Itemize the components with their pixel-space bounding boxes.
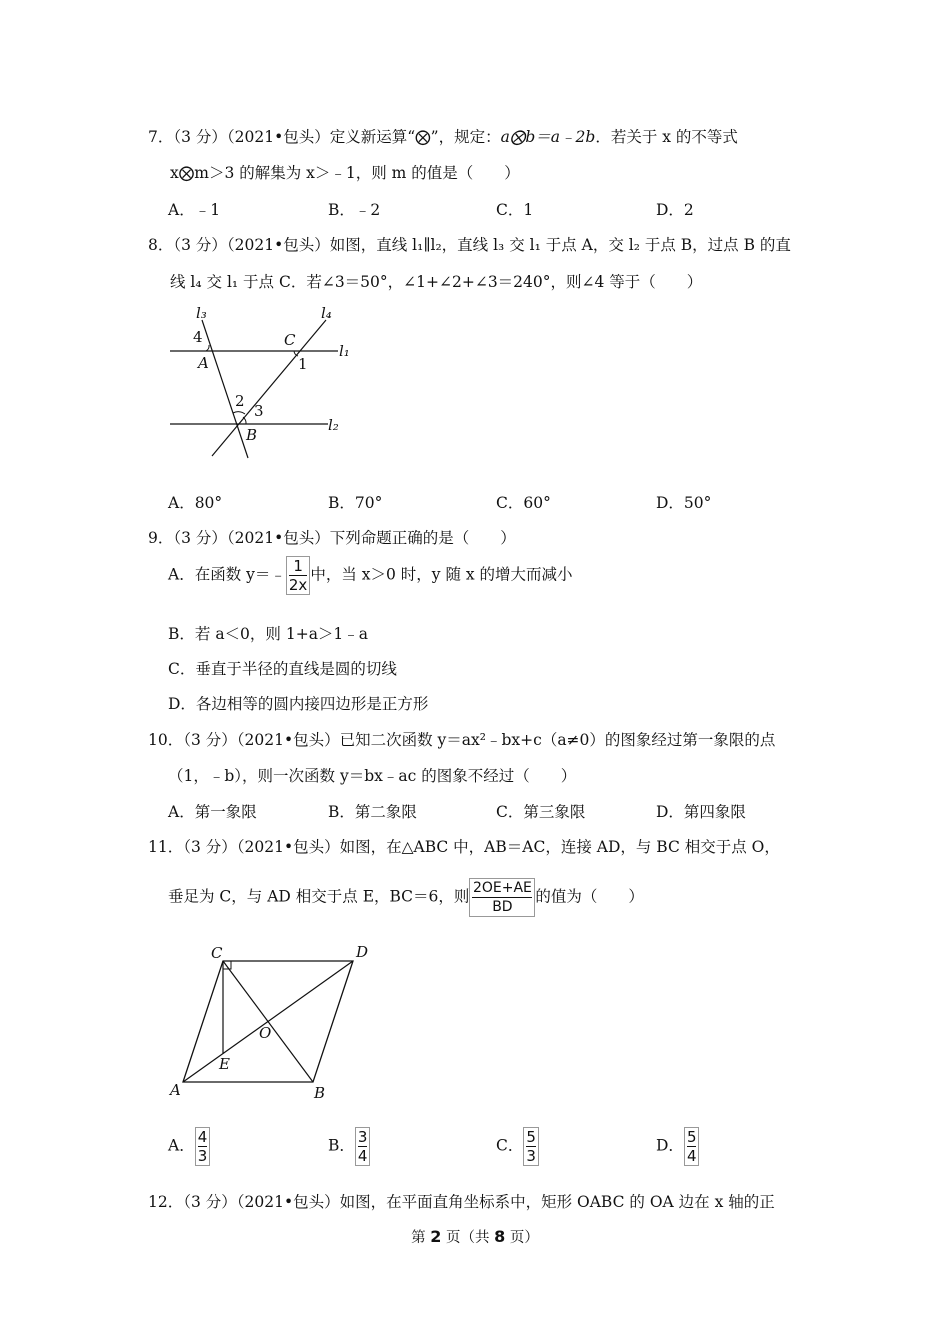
label-point-b: B (314, 1084, 326, 1102)
q9-option-a-pre: A．在函数 y＝﹣ (168, 565, 286, 584)
q9-option-d: D．各边相等的圆内接四边形是正方形 (168, 695, 429, 713)
q7-line1 (148, 125, 738, 147)
q11-option-a-label: A． (168, 1136, 195, 1155)
angle-3-arc (243, 417, 246, 424)
q11-line1: 11．（3 分）（2021•包头）如图，在△ABC 中，AB＝AC，连接 AD，与 BC 相交于点 O， (148, 838, 780, 856)
label-point-c: C (284, 331, 296, 349)
q11-fraction-num: 2OE+AE (472, 880, 532, 896)
label-angle-4: 4 (193, 328, 203, 346)
q8-line2: 线 l₄ 交 l₁ 于点 C．若∠3＝50°，∠1+∠2+∠3＝240°，则∠4 等于（ ） (170, 273, 703, 291)
angle-2-arc (233, 412, 245, 414)
q11-option-d (656, 1127, 699, 1166)
line-l4 (212, 320, 326, 456)
q9-option-c: C．垂直于半径的直线是圆的切线 (168, 660, 397, 678)
q11-option-b-label: B． (328, 1136, 355, 1155)
footer-page-number: 2 (430, 1227, 442, 1246)
q8-option-c: C．60° (496, 494, 551, 512)
q10-option-d: D．第四象限 (656, 803, 746, 821)
fraction-den: 3 (526, 1147, 536, 1165)
q11-fraction-den: BD (492, 899, 513, 915)
q11-line2-post: 的值为（ ） (535, 887, 644, 906)
q7-line2: x⨂m＞3 的解集为 x＞﹣1，则 m 的值是（ ） (170, 164, 520, 182)
q9-fraction (286, 556, 310, 595)
q9-option-a-post: 中，当 x＞0 时，y 随 x 的增大而减小 (310, 565, 573, 584)
q9-option-b: B．若 a＜0，则 1+a＞1﹣a (168, 625, 369, 643)
label-point-b: B (246, 426, 258, 444)
q11-option-c (496, 1127, 539, 1166)
q9-option-a (168, 556, 573, 595)
q11-option-c-label: C． (496, 1136, 524, 1155)
q8-option-d: D．50° (656, 494, 712, 512)
fraction-num: 4 (197, 1128, 208, 1146)
q11-line2-pre: 垂足为 C，与 AD 相交于点 E，BC＝6，则 (168, 887, 470, 906)
q8-option-b: B．70° (328, 494, 383, 512)
q9-line1: 9．（3 分）（2021•包头）下列命题正确的是（ ） (148, 529, 516, 547)
q9-fraction-den: 2x (288, 576, 308, 594)
q12-line1: 12．（3 分）（2021•包头）如图，在平面直角坐标系中，矩形 OABC 的 OA 边在 x 轴的正 (148, 1193, 775, 1211)
q11-option-b (328, 1127, 370, 1166)
fraction-den: 4 (686, 1147, 697, 1165)
q10-line1: 10．（3 分）（2021•包头）已知二次函数 y＝ax²﹣bx+c（a≠0）的图象经过第一象限的点 (148, 731, 776, 749)
fraction-num: 5 (526, 1128, 536, 1146)
q7-option-d: D．2 (656, 201, 694, 219)
label-l4: l₄ (321, 304, 332, 322)
footer-post: 页） (505, 1230, 539, 1246)
fraction-den: 4 (357, 1147, 368, 1165)
q11-option-c-fraction (523, 1127, 539, 1166)
q7-option-c: C．1 (496, 201, 534, 219)
q11-option-a-fraction (195, 1127, 211, 1166)
fraction-den: 3 (197, 1147, 208, 1165)
label-point-c: C (211, 944, 223, 962)
label-point-a: A (198, 354, 209, 372)
line-l3 (202, 320, 248, 458)
q10-line2: （1，﹣b），则一次函数 y＝bx﹣ac 的图象不经过（ ） (168, 767, 577, 785)
q8-figure (160, 300, 370, 465)
label-l3: l₃ (196, 304, 207, 322)
q11-fraction (469, 878, 535, 917)
fraction-num: 5 (686, 1128, 697, 1146)
label-point-e: E (219, 1055, 230, 1073)
label-l2: l₂ (328, 416, 339, 434)
footer-total-pages: 8 (494, 1227, 506, 1246)
q7-operator-symbol: ⨂ (415, 128, 431, 146)
q11-option-a (168, 1127, 210, 1166)
q7-option-b: B．﹣2 (328, 201, 381, 219)
q10-option-a: A．第一象限 (168, 803, 257, 821)
footer-pre: 第 (411, 1230, 431, 1246)
q8-line1: 8．（3 分）（2021•包头）如图，直线 l₁∥l₂，直线 l₃ 交 l₁ 于点 A，交 l₂ 于点 B，过点 B 的直 (148, 236, 791, 254)
label-point-a: A (170, 1081, 181, 1099)
segment-cb (223, 961, 313, 1082)
q10-option-b: B．第二象限 (328, 803, 417, 821)
label-angle-1: 1 (298, 355, 308, 373)
q11-option-d-fraction (684, 1127, 700, 1166)
q7-option-a: A．﹣1 (168, 201, 221, 219)
label-point-o: O (259, 1024, 272, 1042)
q11-option-b-fraction (355, 1127, 371, 1166)
q11-option-d-label: D． (656, 1136, 684, 1155)
q7-head: 7．（3 分）（2021•包头）定义新运算“ (148, 128, 416, 146)
q9-fraction-num: 1 (289, 557, 307, 576)
angle-4-arc (206, 345, 209, 351)
q10-option-c: C．第三象限 (496, 803, 586, 821)
q7-definition: a⨂b＝a﹣2b (500, 128, 596, 146)
fraction-num: 3 (357, 1128, 368, 1146)
footer-mid: 页（共 (441, 1230, 495, 1246)
q11-line2 (168, 878, 644, 917)
q7-mid: ”，规定： (430, 128, 501, 146)
q7-tail: ．若关于 x 的不等式 (595, 128, 738, 146)
label-angle-2: 2 (235, 392, 245, 410)
label-l1: l₁ (339, 342, 350, 360)
label-point-d: D (356, 943, 369, 961)
q11-figure (165, 940, 380, 1105)
label-angle-3: 3 (254, 402, 264, 420)
page-footer (0, 1226, 950, 1247)
q8-option-a: A．80° (168, 494, 223, 512)
